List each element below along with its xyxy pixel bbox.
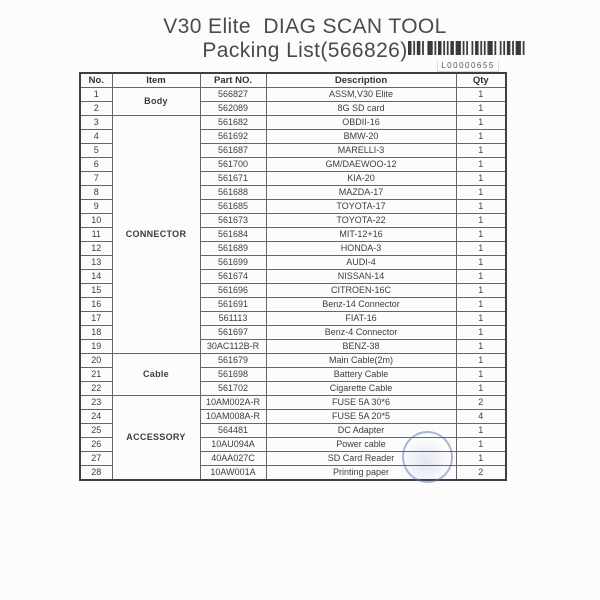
cell-description: FUSE 5A 20*5: [266, 410, 456, 424]
cell-no: 22: [80, 382, 112, 396]
cell-qty: 1: [456, 158, 506, 172]
cell-description: Cigarette Cable: [266, 382, 456, 396]
cell-qty: 1: [456, 88, 506, 102]
cell-description: Power cable: [266, 438, 456, 452]
cell-part-no: 561687: [200, 144, 266, 158]
cell-part-no: 561671: [200, 172, 266, 186]
cell-part-no: 561685: [200, 200, 266, 214]
cell-part-no: 564481: [200, 424, 266, 438]
cell-qty: 1: [456, 452, 506, 466]
column-header: Description: [266, 73, 456, 88]
cell-part-no: 562089: [200, 102, 266, 116]
cell-no: 3: [80, 116, 112, 130]
cell-no: 21: [80, 368, 112, 382]
cell-qty: 1: [456, 368, 506, 382]
cell-qty: 1: [456, 340, 506, 354]
cell-description: 8G SD card: [266, 102, 456, 116]
cell-description: HONDA-3: [266, 242, 456, 256]
cell-part-no: 40AA027C: [200, 452, 266, 466]
cell-description: MARELLI-3: [266, 144, 456, 158]
cell-qty: 1: [456, 424, 506, 438]
cell-no: 12: [80, 242, 112, 256]
cell-description: MAZDA-17: [266, 186, 456, 200]
cell-part-no: 561679: [200, 354, 266, 368]
cell-part-no: 10AM002A-R: [200, 396, 266, 410]
title-line-1: V30 Elite DIAG SCAN TOOL: [163, 15, 447, 38]
cell-no: 25: [80, 424, 112, 438]
cell-description: NISSAN-14: [266, 270, 456, 284]
cell-no: 19: [80, 340, 112, 354]
cell-no: 6: [80, 158, 112, 172]
cell-description: DC Adapter: [266, 424, 456, 438]
cell-no: 13: [80, 256, 112, 270]
cell-qty: 1: [456, 186, 506, 200]
cell-part-no: 10AW001A: [200, 466, 266, 481]
cell-no: 20: [80, 354, 112, 368]
cell-qty: 1: [456, 326, 506, 340]
cell-item-group: ACCESSORY: [112, 396, 200, 481]
cell-description: TOYOTA-22: [266, 214, 456, 228]
cell-part-no: 561674: [200, 270, 266, 284]
column-header: No.: [80, 73, 112, 88]
cell-no: 27: [80, 452, 112, 466]
cell-qty: 1: [456, 382, 506, 396]
cell-qty: 1: [456, 284, 506, 298]
cell-qty: 1: [456, 200, 506, 214]
cell-part-no: 561673: [200, 214, 266, 228]
packing-table: [79, 72, 507, 481]
cell-qty: 1: [456, 354, 506, 368]
cell-no: 23: [80, 396, 112, 410]
cell-description: ASSM,V30 Elite: [266, 88, 456, 102]
cell-no: 10: [80, 214, 112, 228]
cell-no: 18: [80, 326, 112, 340]
cell-no: 2: [80, 102, 112, 116]
cell-description: BENZ-38: [266, 340, 456, 354]
cell-qty: 1: [456, 144, 506, 158]
cell-description: SD Card Reader: [266, 452, 456, 466]
cell-qty: 1: [456, 256, 506, 270]
cell-no: 8: [80, 186, 112, 200]
table-row: [80, 396, 506, 410]
cell-part-no: 561689: [200, 242, 266, 256]
cell-part-no: 561113: [200, 312, 266, 326]
barcode-bars: [408, 41, 528, 55]
cell-part-no: 561698: [200, 368, 266, 382]
header-row: [80, 73, 506, 88]
cell-no: 7: [80, 172, 112, 186]
cell-part-no: 561688: [200, 186, 266, 200]
cell-qty: 1: [456, 102, 506, 116]
cell-no: 1: [80, 88, 112, 102]
cell-qty: 1: [456, 298, 506, 312]
cell-description: BMW-20: [266, 130, 456, 144]
cell-qty: 1: [456, 116, 506, 130]
cell-description: GM/DAEWOO-12: [266, 158, 456, 172]
cell-item-group: Cable: [112, 354, 200, 396]
title-line-2: Packing List(566826): [202, 39, 408, 62]
cell-part-no: 561700: [200, 158, 266, 172]
column-header: Part NO.: [200, 73, 266, 88]
cell-description: MIT-12+16: [266, 228, 456, 242]
cell-part-no: 561691: [200, 298, 266, 312]
cell-qty: 2: [456, 466, 506, 481]
cell-description: Benz-14 Connector: [266, 298, 456, 312]
cell-no: 28: [80, 466, 112, 481]
barcode: [408, 41, 528, 73]
cell-qty: 1: [456, 228, 506, 242]
cell-item-group: CONNECTOR: [112, 116, 200, 354]
cell-description: TOYOTA-17: [266, 200, 456, 214]
table-row: [80, 88, 506, 102]
cell-part-no: 30AC112B-R: [200, 340, 266, 354]
barcode-label: L00000655: [437, 61, 499, 72]
cell-part-no: 561702: [200, 382, 266, 396]
cell-part-no: 561699: [200, 256, 266, 270]
cell-part-no: 561682: [200, 116, 266, 130]
column-header: Item: [112, 73, 200, 88]
cell-qty: 1: [456, 242, 506, 256]
cell-no: 4: [80, 130, 112, 144]
cell-description: AUDI-4: [266, 256, 456, 270]
cell-no: 26: [80, 438, 112, 452]
cell-no: 9: [80, 200, 112, 214]
cell-no: 17: [80, 312, 112, 326]
cell-item-group: Body: [112, 88, 200, 116]
column-header: Qty: [456, 73, 506, 88]
cell-qty: 1: [456, 214, 506, 228]
cell-part-no: 561692: [200, 130, 266, 144]
cell-description: OBDII-16: [266, 116, 456, 130]
cell-qty: 1: [456, 438, 506, 452]
cell-qty: 2: [456, 396, 506, 410]
cell-no: 16: [80, 298, 112, 312]
cell-no: 5: [80, 144, 112, 158]
cell-part-no: 566827: [200, 88, 266, 102]
cell-no: 14: [80, 270, 112, 284]
cell-description: Printing paper: [266, 466, 456, 481]
table-row: [80, 116, 506, 130]
cell-no: 24: [80, 410, 112, 424]
cell-qty: 1: [456, 172, 506, 186]
cell-description: FUSE 5A 30*6: [266, 396, 456, 410]
cell-description: Benz-4 Connector: [266, 326, 456, 340]
cell-no: 15: [80, 284, 112, 298]
table-row: [80, 354, 506, 368]
cell-qty: 1: [456, 270, 506, 284]
cell-description: CITROEN-16C: [266, 284, 456, 298]
cell-description: KIA-20: [266, 172, 456, 186]
cell-qty: 4: [456, 410, 506, 424]
cell-qty: 1: [456, 312, 506, 326]
cell-part-no: 561684: [200, 228, 266, 242]
cell-part-no: 561697: [200, 326, 266, 340]
cell-description: FIAT-16: [266, 312, 456, 326]
cell-part-no: 10AM008A-R: [200, 410, 266, 424]
cell-qty: 1: [456, 130, 506, 144]
cell-part-no: 10AU094A: [200, 438, 266, 452]
cell-description: Battery Cable: [266, 368, 456, 382]
cell-part-no: 561696: [200, 284, 266, 298]
cell-description: Main Cable(2m): [266, 354, 456, 368]
cell-no: 11: [80, 228, 112, 242]
